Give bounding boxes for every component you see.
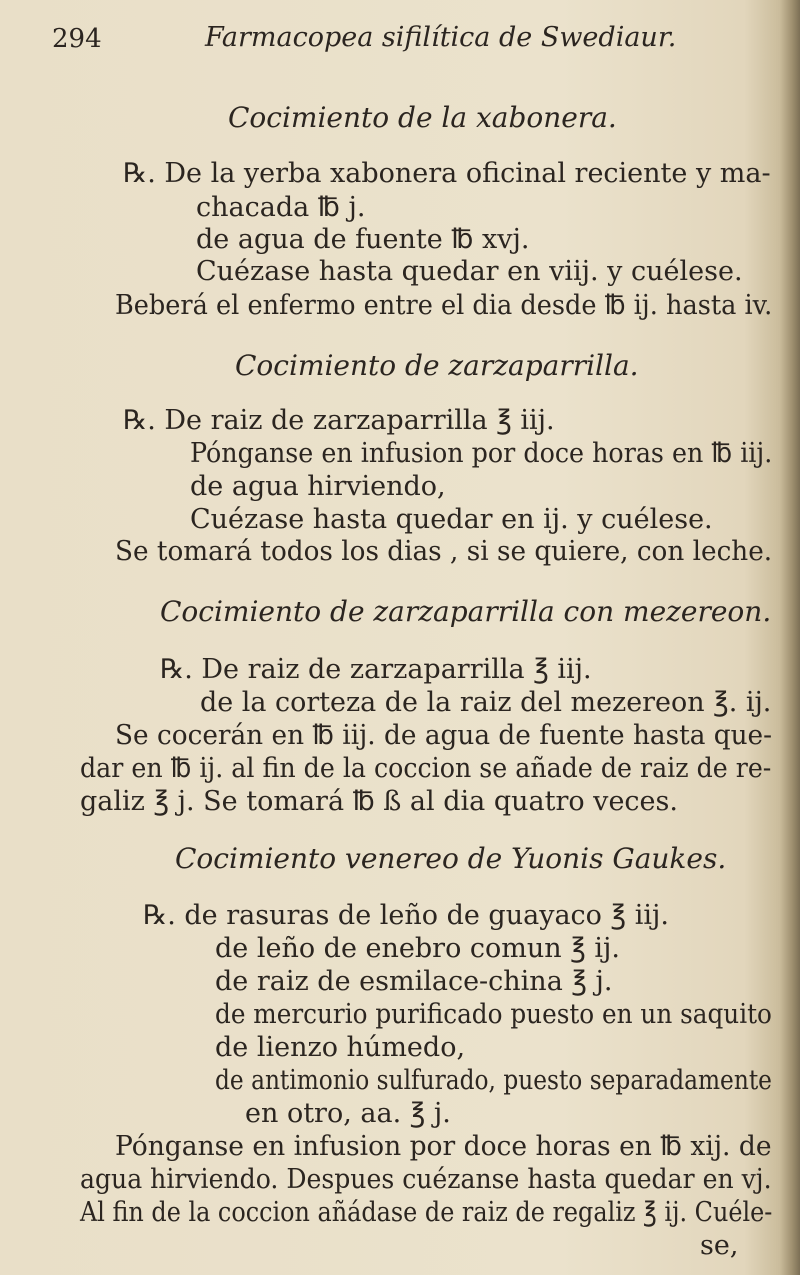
text-line: Cuézase hasta quedar en viij. y cuélese. — [196, 256, 743, 287]
text-line: dar en ℔ ij. al fin de la coccion se añade de raiz de re- — [80, 753, 772, 784]
text-line: ℞. de rasuras de leño de guayaco ℥ iij. — [143, 900, 669, 931]
page-edge — [780, 0, 800, 1275]
text-line: de raiz de esmilace-china ℥ j. — [215, 966, 613, 997]
running-title: Farmacopea sifilítica de Swediaur. — [205, 22, 677, 53]
text-line: Cuézase hasta quedar en ij. y cuélese. — [190, 504, 713, 535]
section-title-xabonera: Cocimiento de la xabonera. — [228, 101, 617, 134]
text-line: de lienzo húmedo, — [215, 1032, 466, 1063]
text-line: Beberá el enfermo entre el dia desde ℔ ij. hasta iv. — [115, 290, 773, 321]
text-line: de la corteza de la raiz del mezereon ℥. ij. — [200, 687, 772, 718]
text-line: ℞. De la yerba xabonera oficinal reciente y ma- — [123, 158, 771, 189]
text-line: en otro, aa. ℥ j. — [245, 1098, 451, 1129]
text-line: Al fin de la coccion añádase de raiz de regaliz ℥ ij. Cuéle- — [80, 1197, 773, 1228]
text-line: Pónganse en infusion por doce horas en ℔ iij. — [190, 438, 773, 469]
text-line: Se cocerán en ℔ iij. de agua de fuente hasta que- — [115, 720, 773, 751]
text-line: chacada ℔ j. — [196, 192, 366, 223]
text-line: ℞. De raiz de zarzaparrilla ℥ iij. — [160, 654, 592, 685]
text-line: galiz ℥ j. Se tomará ℔ ß al dia quatro veces. — [80, 786, 678, 817]
text-line: de antimonio sulfurado, puesto separadamente — [215, 1065, 772, 1096]
page-number: 294 — [52, 24, 102, 54]
text-line: Se tomará todos los dias , si se quiere, con leche. — [115, 536, 773, 567]
section-title-gaukes: Cocimiento venereo de Yuonis Gaukes. — [175, 842, 727, 875]
text-line: de agua de fuente ℔ xvj. — [196, 224, 530, 255]
text-line: agua hirviendo. Despues cuézanse hasta quedar en vj. — [80, 1164, 772, 1195]
catchword: se, — [700, 1230, 739, 1261]
section-title-mezereon: Cocimiento de zarzaparrilla con mezereon. — [160, 595, 772, 628]
text-line: ℞. De raiz de zarzaparrilla ℥ iij. — [123, 405, 555, 436]
text-line: Pónganse en infusion por doce horas en ℔ xij. de — [115, 1131, 772, 1162]
text-line: de mercurio purificado puesto en un saquito — [215, 999, 772, 1030]
text-line: de agua hirviendo, — [190, 471, 446, 502]
section-title-zarzaparrilla: Cocimiento de zarzaparrilla. — [235, 349, 639, 382]
text-line: de leño de enebro comun ℥ ij. — [215, 933, 621, 964]
